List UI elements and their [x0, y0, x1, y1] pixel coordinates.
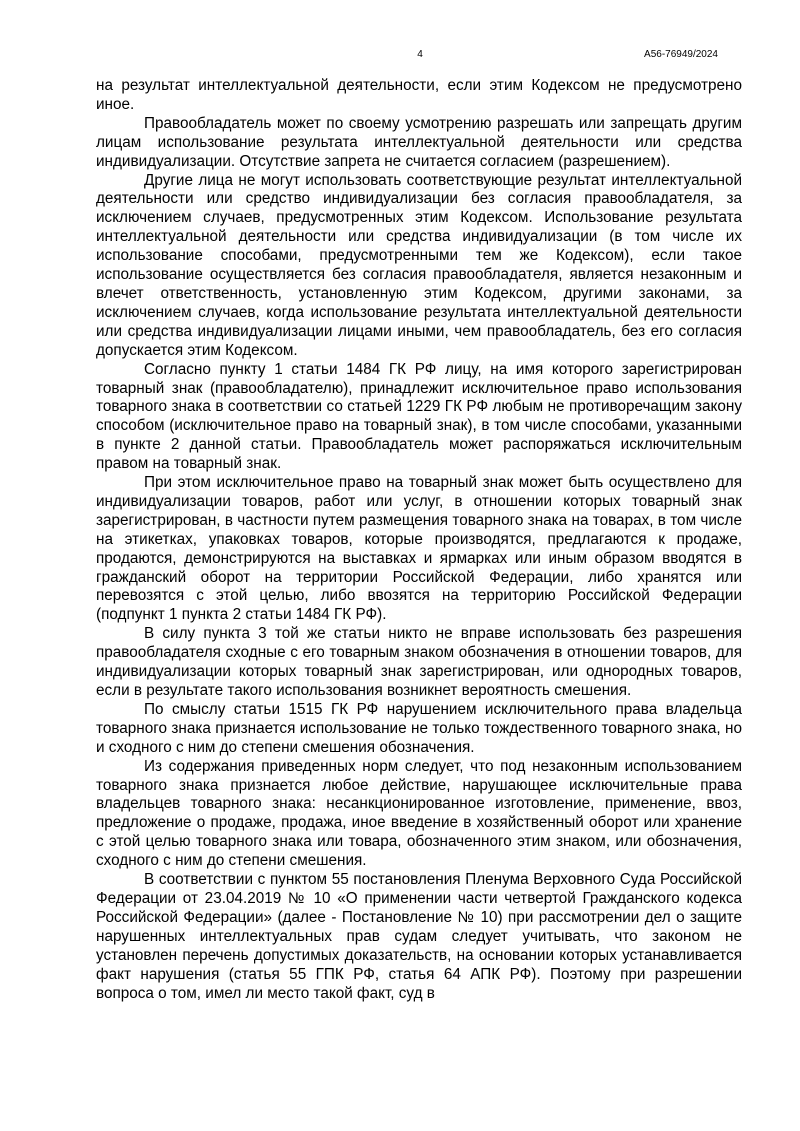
paragraph: В силу пункта 3 той же статьи никто не вправе использовать без разрешения правообладателя сходные с его товарным знаком обозначения в отношении товаров, для индивидуализации которых товарный знак зарегистрирован, или однородных товаров, если в результате такого использования возникнет вероятность смешения. — [96, 625, 742, 699]
paragraph: В соответствии с пунктом 55 постановления Пленума Верховного Суда Российской Федерации от 23.04.2019 № 10 «О применении части четвертой Гражданского кодекса Российской Федерации» (далее - Постановление № 10) при рассмотрении дел о защите нарушенных интеллектуальных прав судам следует учитывать, что законом не установлен перечень допустимых доказательств, на основании которых устанавливается факт нарушения (статья 55 ГПК РФ, статья 64 АПК РФ). Поэтому при разрешении вопроса о том, имел ли место такой факт, суд в — [96, 871, 742, 1002]
paragraph: При этом исключительное право на товарный знак может быть осуществлено для индивидуализации товаров, работ или услуг, в отношении которых товарный знак зарегистрирован, в частности путем размещения товарного знака на товарах, в том числе на этикетках, упаковках товаров, которые производятся, предлагаются к продаже, продаются, демонстрируются на выставках и ярмарках или иным образом вводятся в гражданский оборот на территории Российской Федерации, либо хранятся или перевозятся с этой целью, либо ввозятся на территорию Российской Федерации (подпункт 1 пункта 2 статьи 1484 ГК РФ). — [96, 474, 742, 624]
paragraph: Из содержания приведенных норм следует, что под незаконным использованием товарного знака признается любое действие, нарушающее исключительные права владельцев товарного знака: несанкционированное изготовление, применение, ввоз, предложение о продаже, продажа, иное введение в хозяйственный оборот или хранение с этой целью товарного знака или товара, обозначенного этим знаком, или обозначения, сходного с ним до степени смешения. — [96, 757, 742, 870]
paragraph: По смыслу статьи 1515 ГК РФ нарушением исключительного права владельца товарного знака признается использование не только тождественного товарного знака, но и сходного с ним до степени смешения обозначения. — [96, 700, 742, 756]
paragraph: Согласно пункту 1 статьи 1484 ГК РФ лицу, на имя которого зарегистрирован товарный знак (правообладателю), принадлежит исключительное право использования товарного знака в соответствии со статьей 1229 ГК РФ любым не противоречащим закону способом (исключительное право на товарный знак), в том числе способами, указанными в пункте 2 данной статьи. Правообладатель может распоряжаться исключительным правом на товарный знак. — [96, 360, 742, 473]
page-number: 4 — [417, 49, 423, 60]
paragraph-continuation: на результат интеллектуальной деятельности, если этим Кодексом не предусмотрено иное. — [96, 77, 742, 113]
paragraph: Правообладатель может по своему усмотрению разрешать или запрещать другим лицам использование результата интеллектуальной деятельности или средства индивидуализации. Отсутствие запрета не считается согласием (разрешением). — [96, 114, 742, 170]
document-body — [96, 77, 742, 1003]
case-number: А56-76949/2024 — [644, 49, 718, 60]
paragraph: Другие лица не могут использовать соответствующие результат интеллектуальной деятельности или средство индивидуализации без согласия правообладателя, за исключением случаев, предусмотренных этим Кодексом. Использование результата интеллектуальной деятельности или средства индивидуализации (в том числе их использование способами, предусмотренными тем же Кодексом), если такое использование осуществляется без согласия правообладателя, является незаконным и влечет ответственность, установленную этим Кодексом, другими законами, за исключением случаев, когда использование результата интеллектуальной деятельности или средства индивидуализации лицами иными, чем правообладатель, без его согласия допускается этим Кодексом. — [96, 171, 742, 359]
